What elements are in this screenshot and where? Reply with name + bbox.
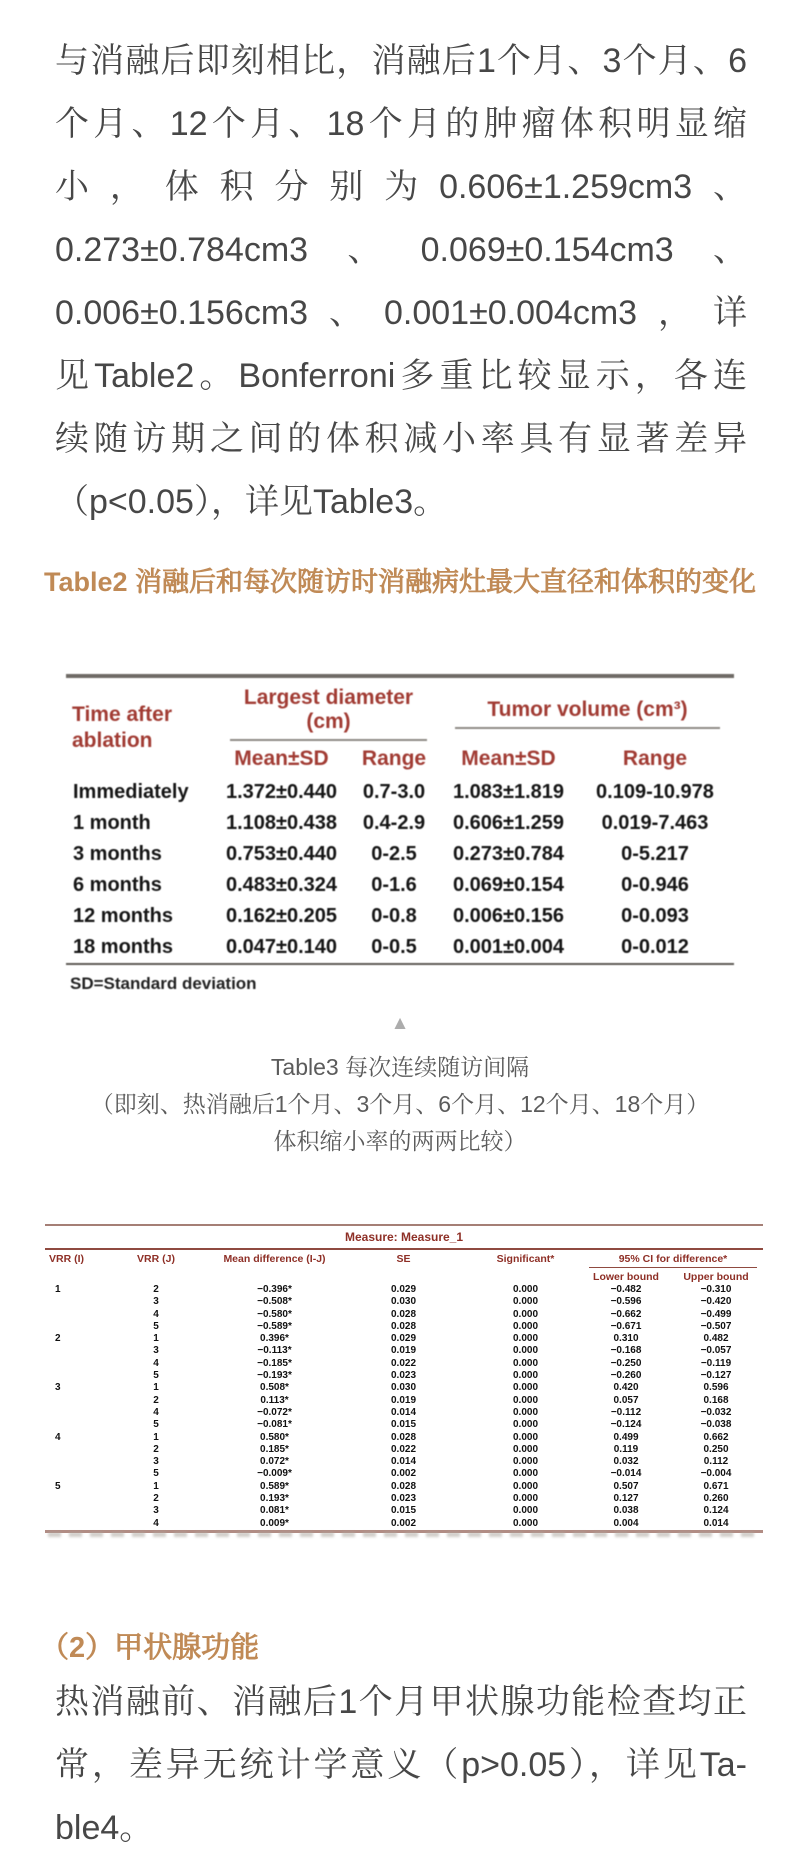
table-cell: 1 (153, 1431, 159, 1443)
table-cell: 0.028 (390, 1480, 417, 1492)
table-cell: 1 (153, 1382, 159, 1394)
table-cell: −0.168 (610, 1345, 642, 1357)
table-cell: 0.596 (703, 1382, 729, 1394)
table-cell: 0.014 (390, 1456, 417, 1468)
table-cell: 0.019 (390, 1394, 417, 1406)
table-cell: 0.260 (703, 1493, 729, 1505)
collapse-triangle-icon[interactable]: ▲ (390, 1013, 410, 1034)
table-cell: 3 (153, 1505, 159, 1517)
table-cell: 0.019 (390, 1345, 417, 1357)
table-cell: −0.127 (700, 1370, 732, 1382)
table-row (45, 1309, 763, 1321)
table-row (66, 839, 734, 870)
table-cell: 0.028 (390, 1308, 417, 1320)
table-cell: 0.000 (512, 1406, 539, 1418)
table-cell: 1.372±0.440 (225, 781, 338, 803)
table-row (45, 1493, 763, 1505)
table-row (66, 932, 734, 964)
table-cell (45, 1321, 102, 1333)
table-cell: 0.009* (260, 1517, 289, 1529)
table-cell: 0.057 (613, 1394, 639, 1406)
table-cell: 0.310 (613, 1333, 639, 1345)
table-cell: 0.029 (390, 1284, 417, 1295)
table-row (45, 1296, 763, 1308)
table2-grid (66, 674, 734, 965)
table-cell: 0.030 (390, 1382, 417, 1394)
table-cell: 0.023 (390, 1493, 417, 1505)
table-row (45, 1321, 763, 1333)
table-cell: 2 (153, 1284, 159, 1295)
paragraph-ablation-volume (55, 30, 747, 534)
table-cell: 0.162±0.205 (225, 905, 338, 927)
table-cell: 0.000 (512, 1333, 539, 1345)
table-cell: Immediately (73, 781, 189, 803)
table3-header-vrr-i: VRR (I) (49, 1253, 84, 1265)
table-cell: 2 (153, 1493, 159, 1505)
table2-header-time: Time after ablation (72, 702, 172, 752)
table-cell: 2 (153, 1394, 159, 1406)
table-cell (45, 1444, 102, 1456)
table-row (45, 1284, 763, 1296)
table-cell: 0.606±1.259 (452, 812, 565, 834)
text-line: （p<0.05），详见Table3。 (55, 483, 448, 521)
table-cell: 3 (153, 1296, 159, 1308)
text-line: 续随访期之间的体积减小率具有显著差异 (55, 420, 747, 458)
table-row (66, 777, 734, 808)
table-cell (45, 1370, 102, 1382)
table-cell: 0.396* (260, 1333, 289, 1345)
table-cell: 0.006±0.156 (452, 905, 565, 927)
table-cell: 0.193* (260, 1493, 289, 1505)
table-cell: 0.072* (260, 1456, 289, 1468)
table2-heading: Table2 消融后和每次随访时消融病灶最大直径和体积的变化 (43, 567, 757, 597)
table-cell: −0.124 (610, 1419, 642, 1431)
table3-caption (0, 1049, 800, 1160)
table-row (45, 1444, 763, 1456)
table-cell: 0.482 (703, 1333, 729, 1345)
table-cell: 0.250 (703, 1443, 729, 1455)
table-cell: −0.057 (700, 1345, 732, 1357)
table-cell: 4 (153, 1308, 159, 1320)
table-cell (45, 1493, 102, 1505)
table-cell: 0-1.6 (371, 874, 417, 896)
table3-header-vrr-j: VRR (J) (137, 1253, 175, 1265)
table-cell: 0.081* (260, 1505, 289, 1517)
table-cell: 0.000 (512, 1370, 539, 1382)
table-cell: −0.420 (700, 1296, 732, 1308)
table-cell: 1.108±0.438 (225, 812, 338, 834)
table3-header-lower-bound: Lower bound (593, 1270, 659, 1283)
table-cell: 0.032 (613, 1456, 639, 1468)
table-cell: 0.000 (512, 1382, 539, 1394)
table-cell: −0.072* (257, 1406, 292, 1418)
table-row (45, 1370, 763, 1382)
table-row (45, 1407, 763, 1419)
table-row (66, 901, 734, 932)
table-cell: 3 (153, 1345, 159, 1357)
table-row (66, 870, 734, 901)
table-row (66, 808, 734, 839)
table-cell: 0.029 (390, 1333, 417, 1345)
table-cell: 0.023 (390, 1370, 417, 1382)
table-cell: 3 (153, 1456, 159, 1468)
table-cell: 0-0.093 (621, 905, 689, 927)
table-cell: 0-0.8 (371, 905, 417, 927)
table-row (45, 1358, 763, 1370)
table-cell: 0-0.5 (371, 936, 417, 958)
table-cell: −0.009* (257, 1468, 292, 1480)
table-cell: −0.119 (700, 1357, 732, 1369)
table-cell: 0.113* (260, 1394, 289, 1406)
table-cell: 4 (153, 1517, 159, 1529)
table2-group-header-row (66, 676, 734, 741)
table-cell: 0.000 (512, 1431, 539, 1443)
table-cell: −0.589* (257, 1320, 292, 1332)
table3-header-mean-diff: Mean difference (I-J) (223, 1253, 326, 1265)
table-cell: 0.014 (703, 1517, 729, 1529)
table-cell: 0.671 (703, 1480, 729, 1492)
table-cell: 5 (55, 1480, 61, 1492)
table-cell: 0.000 (512, 1345, 539, 1357)
text-line: 与消融后即刻相比，消融后1个月、3个月、6 (55, 42, 747, 80)
table-cell: 0.185* (260, 1443, 289, 1455)
table-cell: 0.000 (512, 1320, 539, 1332)
text-line: （即刻、热消融后1个月、3个月、6个月、12个月、18个月） (90, 1091, 710, 1117)
table-cell: 0.589* (260, 1480, 289, 1492)
table3-blurred-footnote (48, 1532, 760, 1537)
table3-body (45, 1284, 763, 1531)
table-cell: 2 (153, 1443, 159, 1455)
table-cell: 5 (153, 1468, 159, 1480)
table-cell: 0.000 (512, 1394, 539, 1406)
table-cell: 0.000 (512, 1419, 539, 1431)
table-cell: −0.112 (610, 1406, 642, 1418)
table-cell: −0.499 (700, 1308, 732, 1320)
table-cell: 0.000 (512, 1493, 539, 1505)
table2-subheader-meansd-diameter: Mean±SD (234, 747, 329, 770)
table-row (45, 1505, 763, 1517)
text-line: 小，体积分别为0.606±1.259cm3、 (55, 168, 747, 206)
table-cell: 0.580* (260, 1431, 289, 1443)
table-cell: −0.004 (700, 1468, 732, 1480)
table-cell: 0.109-10.978 (596, 781, 714, 803)
table3-header-se: SE (396, 1253, 411, 1265)
table-row (45, 1518, 763, 1532)
table-cell: 0-0.946 (621, 874, 689, 896)
table-cell (45, 1468, 102, 1480)
table-cell: 0.273±0.784 (452, 843, 565, 865)
table-cell: −0.508* (257, 1296, 292, 1308)
text-line: ble4。 (55, 1809, 154, 1847)
table-row (45, 1333, 763, 1345)
table-cell (45, 1309, 102, 1321)
table-cell: −0.596 (610, 1296, 642, 1308)
table-row (45, 1345, 763, 1357)
table-cell (45, 1296, 102, 1308)
table2-body (66, 777, 734, 964)
table2-footnote: SD=Standard deviation (70, 974, 257, 993)
table2-subheader-range-volume: Range (622, 747, 688, 770)
text-line: 体积缩小率的两两比较） (273, 1128, 527, 1154)
table-cell: −0.113* (257, 1345, 292, 1357)
table-cell: −0.310 (700, 1284, 732, 1295)
table-row (45, 1419, 763, 1431)
table-cell: 0.000 (512, 1443, 539, 1455)
table-cell: 0.483±0.324 (225, 874, 338, 896)
table-cell (45, 1419, 102, 1431)
table-cell: 0.119 (613, 1443, 639, 1455)
text-line: 0.006±0.156cm3、0.001±0.004cm3，详 (55, 294, 747, 332)
table-cell: 18 months (73, 936, 174, 958)
table-cell: −0.081* (257, 1419, 292, 1431)
table-cell: 0.001±0.004 (452, 936, 565, 958)
table-cell: −0.250 (610, 1357, 642, 1369)
table-cell (45, 1407, 102, 1419)
table-cell: 0.069±0.154 (452, 874, 565, 896)
table-cell: 0.000 (512, 1357, 539, 1369)
table-cell: 0-2.5 (371, 843, 417, 865)
table-cell: 0.112 (703, 1456, 729, 1468)
table-cell: 0.000 (512, 1456, 539, 1468)
table-cell: 0.000 (512, 1468, 539, 1480)
table-row (45, 1382, 763, 1394)
table-cell: 0.030 (390, 1296, 417, 1308)
table2-subheader-meansd-volume: Mean±SD (461, 747, 556, 770)
table-cell: 0.168 (703, 1394, 729, 1406)
table-cell: 0.028 (390, 1320, 417, 1332)
table-cell: 0.000 (512, 1308, 539, 1320)
table-cell: 1 month (73, 812, 151, 834)
table3-grid (45, 1224, 763, 1533)
table-cell: 1.083±1.819 (452, 781, 565, 803)
table-cell: 0.124 (703, 1505, 729, 1517)
table-cell: 0.507 (613, 1480, 639, 1492)
table2 (66, 674, 734, 994)
table-cell: 0-0.012 (621, 936, 689, 958)
table-cell: 0.127 (613, 1493, 639, 1505)
text-line: 见Table2。Bonferroni多重比较显示，各连 (55, 357, 747, 395)
table-cell (45, 1345, 102, 1357)
table-cell: 12 months (73, 905, 174, 927)
table-cell: 0.000 (512, 1517, 539, 1529)
table3-header-ci: 95% CI for difference* (583, 1249, 763, 1268)
table-cell: 0.019-7.463 (601, 812, 709, 834)
table-cell: 0.015 (390, 1419, 417, 1431)
section2-heading: （2）甲状腺功能 (40, 1632, 260, 1664)
table-cell: −0.671 (610, 1320, 642, 1332)
table-cell: −0.662 (610, 1308, 642, 1320)
table-cell: 0.7-3.0 (362, 781, 426, 803)
table-row (45, 1456, 763, 1468)
text-line: Table3 每次连续随访间隔 (270, 1054, 530, 1080)
table-cell: −0.185* (257, 1357, 292, 1369)
table-cell: 0.420 (613, 1382, 639, 1394)
table-cell: −0.580* (257, 1308, 292, 1320)
table-row (45, 1395, 763, 1407)
text-line: 常，差异无统计学意义（p>0.05），详见Ta- (55, 1746, 747, 1784)
text-line: 热消融前、消融后1个月甲状腺功能检查均正 (55, 1683, 747, 1721)
table-cell: 6 months (73, 874, 162, 896)
table-cell: −0.482 (610, 1284, 642, 1295)
table-cell: 0.028 (390, 1431, 417, 1443)
table-cell: 0.000 (512, 1505, 539, 1517)
table3-header-upper-bound: Upper bound (683, 1270, 749, 1283)
table-cell (45, 1395, 102, 1407)
table-cell (45, 1456, 102, 1468)
table-cell: 5 (153, 1419, 159, 1431)
table-cell: −0.507 (700, 1320, 732, 1332)
table-cell: 5 (153, 1320, 159, 1332)
text-line: 个月、12个月、18个月的肿瘤体积明显缩 (55, 105, 747, 143)
table-cell: −0.032 (700, 1406, 732, 1418)
table-cell: −0.038 (700, 1419, 732, 1431)
table2-header-volume: Tumor volume (cm³) (441, 676, 734, 741)
table-cell: 0.002 (390, 1468, 417, 1480)
table-cell: 0.499 (613, 1431, 639, 1443)
table2-header-diameter: Largest diameter (cm) (216, 676, 441, 741)
table-cell: 0.4-2.9 (362, 812, 426, 834)
table-cell: 5 (153, 1370, 159, 1382)
table-cell (45, 1358, 102, 1370)
table-row (45, 1468, 763, 1480)
table-cell: 1 (55, 1284, 61, 1295)
table-cell: −0.396* (257, 1284, 292, 1295)
table-cell: 0-5.217 (621, 843, 689, 865)
table-cell: 4 (153, 1406, 159, 1418)
paragraph-thyroid-function (55, 1671, 747, 1860)
table-cell: −0.260 (610, 1370, 642, 1382)
table-cell: 0.662 (703, 1431, 729, 1443)
table3-header-significant: Significant* (496, 1253, 555, 1265)
table-cell: 0.002 (390, 1517, 417, 1529)
table-row (45, 1432, 763, 1444)
table-cell: 0.753±0.440 (225, 843, 338, 865)
table3-measure-row (45, 1225, 763, 1249)
table-cell: 0.014 (390, 1406, 417, 1418)
table-cell: 0.508* (260, 1382, 289, 1394)
table-cell: 4 (55, 1431, 61, 1443)
table-cell: 0.000 (512, 1480, 539, 1492)
table-cell: 3 (55, 1382, 61, 1394)
table-cell (45, 1505, 102, 1517)
table-cell: 1 (153, 1333, 159, 1345)
table-cell: −0.014 (610, 1468, 642, 1480)
table-cell: 0.004 (613, 1517, 639, 1529)
table-cell: 0.000 (512, 1284, 539, 1295)
table-cell: 0.022 (390, 1357, 417, 1369)
table3-header-row (45, 1249, 763, 1268)
table-cell: 1 (153, 1480, 159, 1492)
table3 (45, 1224, 763, 1533)
table-cell (45, 1518, 102, 1532)
table-cell: 0.000 (512, 1296, 539, 1308)
table-cell: 0.015 (390, 1505, 417, 1517)
table-cell: 4 (153, 1357, 159, 1369)
table2-subheader-range-diameter: Range (361, 747, 427, 770)
table3-measure-label: Measure: Measure_1 (45, 1225, 763, 1249)
table-cell: 0.047±0.140 (225, 936, 338, 958)
table-cell: 3 months (73, 843, 162, 865)
table-cell: −0.193* (257, 1370, 292, 1382)
table-row (45, 1481, 763, 1493)
table-cell: 0.038 (613, 1505, 639, 1517)
table-cell: 0.022 (390, 1443, 417, 1455)
text-line: 0.273±0.784cm3、0.069±0.154cm3、 (55, 231, 747, 269)
table-cell: 2 (55, 1333, 61, 1345)
